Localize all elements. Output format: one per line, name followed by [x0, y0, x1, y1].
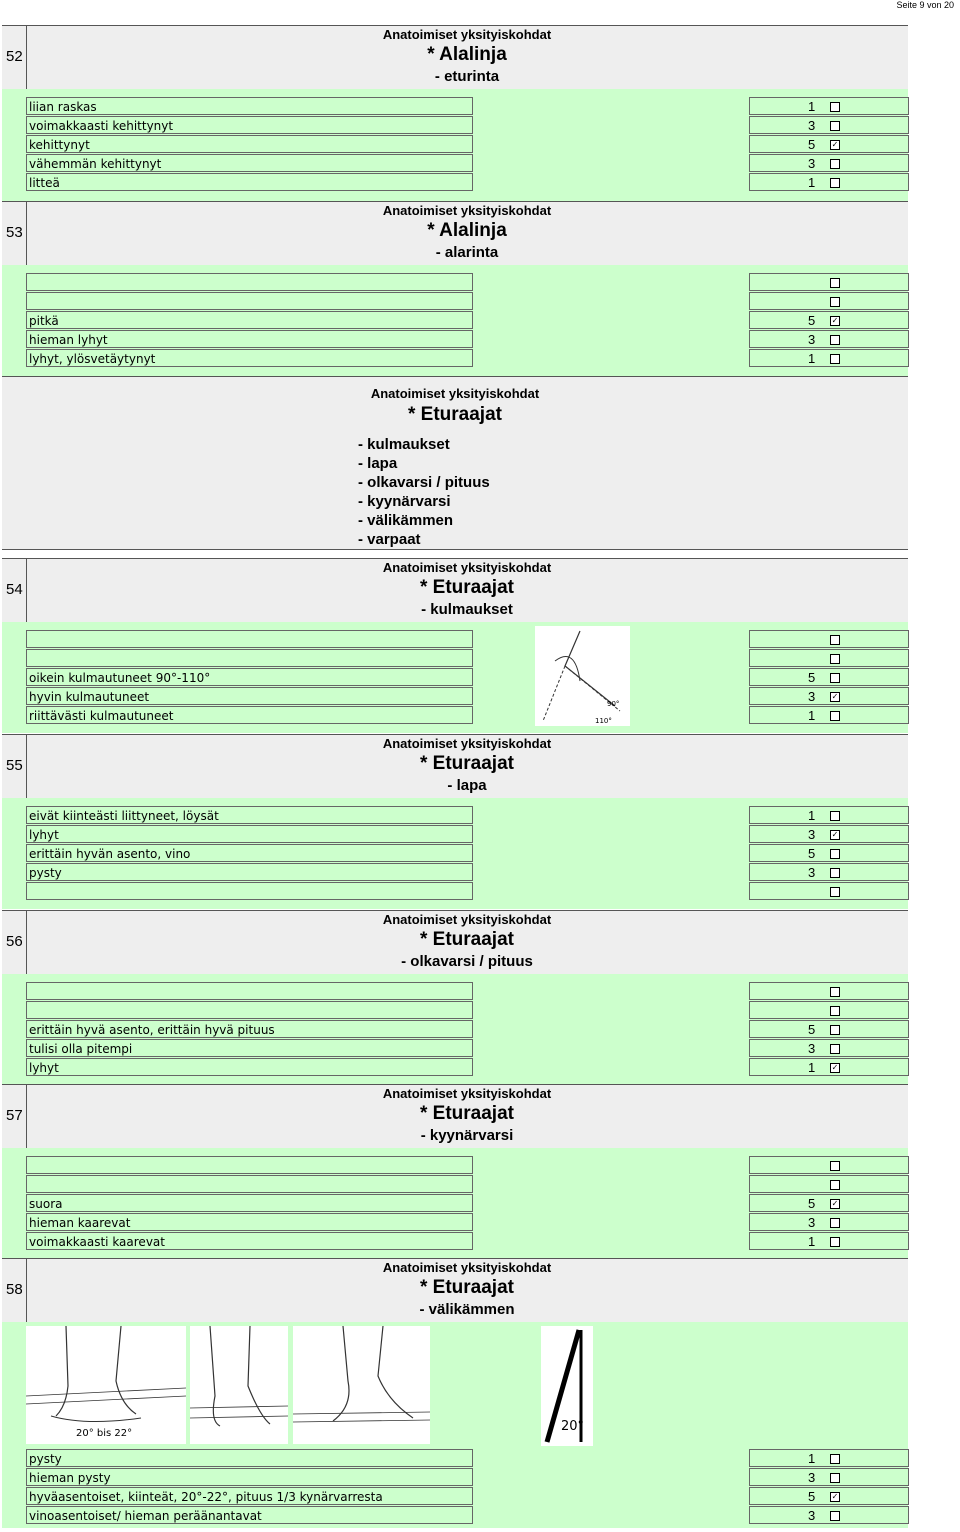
section-label: Anatoimiset yksityiskohdat [382, 1086, 552, 1101]
section-subtitle: - eturinta [434, 68, 500, 85]
option-row [26, 649, 909, 668]
option-score: 5 [808, 670, 816, 685]
option-checkbox[interactable] [830, 102, 840, 112]
option-checkbox[interactable] [830, 811, 840, 821]
option-checkbox[interactable] [830, 1454, 840, 1464]
option-checkbox[interactable] [830, 159, 840, 169]
section-subtitle: - kyynärvarsi [420, 1127, 514, 1144]
option-row [26, 135, 909, 154]
option-label: liian raskas [26, 97, 473, 115]
section-number: 57 [6, 1107, 23, 1124]
pastern-sketch-slight [190, 1326, 288, 1444]
option-row [26, 882, 909, 901]
option-row [26, 1039, 909, 1058]
section-number: 52 [6, 48, 23, 65]
section-subtitle: - kulmaukset [421, 601, 513, 618]
option-checkbox[interactable]: ✓ [831, 1063, 839, 1072]
option-checkbox[interactable]: ✓ [831, 1199, 839, 1208]
option-label: voimakkaasti kaarevat [26, 1232, 473, 1250]
page-number: Seite 9 von 20 [896, 0, 954, 10]
option-label: suora [26, 1194, 473, 1212]
option-checkbox[interactable]: ✓ [831, 1492, 839, 1501]
intro-title: * Eturaajat [408, 404, 502, 425]
intro-item: - kyynärvarsi [358, 493, 451, 510]
option-label: pitkä [26, 311, 473, 329]
section-number: 58 [6, 1281, 23, 1298]
option-checkbox[interactable]: ✓ [831, 140, 839, 149]
option-label: erittäin hyvän asento, vino [26, 844, 473, 862]
section-58-options [2, 1322, 908, 1528]
option-label [26, 273, 473, 291]
option-checkbox[interactable] [830, 1237, 840, 1247]
section-52-header [2, 25, 908, 90]
option-checkbox[interactable] [830, 178, 840, 188]
option-score: 5 [808, 1022, 816, 1037]
section-title: * Eturaajat [420, 1277, 514, 1298]
option-row [26, 1487, 909, 1506]
section-57-header [2, 1084, 908, 1149]
option-row [26, 1506, 909, 1525]
section-label: Anatoimiset yksityiskohdat [382, 560, 552, 575]
pastern-caption: 20° bis 22° [76, 1428, 133, 1439]
option-label: oikein kulmautuneet 90°-110° [26, 668, 473, 686]
option-label: voimakkaasti kehittynyt [26, 116, 473, 134]
section-title: * Alalinja [427, 44, 507, 65]
option-label: riittävästi kulmautuneet [26, 706, 473, 724]
option-checkbox[interactable] [830, 335, 840, 345]
option-score: 3 [808, 1508, 816, 1523]
option-label: lyhyt [26, 825, 473, 843]
intro-item: - olkavarsi / pituus [358, 474, 490, 491]
option-score: 1 [808, 99, 816, 114]
section-number: 53 [6, 224, 23, 241]
section-54-header [2, 558, 908, 623]
option-label: hyväasentoiset, kiinteät, 20°-22°, pituus 1/3 kynärvarresta [26, 1487, 473, 1505]
option-checkbox[interactable] [830, 654, 840, 664]
angulation-figure [535, 626, 630, 726]
section-56-options [2, 974, 908, 1084]
section-56-header [2, 910, 908, 975]
option-checkbox[interactable] [830, 278, 840, 288]
option-checkbox[interactable] [830, 849, 840, 859]
pastern-sketch-upright [26, 1326, 186, 1444]
intro-block [2, 376, 908, 550]
option-checkbox[interactable]: ✓ [831, 316, 839, 325]
option-checkbox[interactable] [830, 711, 840, 721]
option-checkbox[interactable]: ✓ [831, 830, 839, 839]
option-checkbox[interactable] [830, 1161, 840, 1171]
section-label: Anatoimiset yksityiskohdat [382, 736, 552, 751]
section-title: * Eturaajat [420, 577, 514, 598]
option-score: 5 [808, 1489, 816, 1504]
option-checkbox[interactable] [830, 635, 840, 645]
option-row [26, 982, 909, 1001]
option-score: 3 [808, 689, 816, 704]
section-subtitle: - olkavarsi / pituus [401, 953, 533, 970]
option-label: kehittynyt [26, 135, 473, 153]
option-checkbox[interactable] [830, 1218, 840, 1228]
section-title: * Eturaajat [420, 929, 514, 950]
option-label: hieman pysty [26, 1468, 473, 1486]
option-row [26, 1194, 909, 1213]
option-checkbox[interactable] [830, 297, 840, 307]
option-label [26, 982, 473, 1000]
option-row [26, 706, 909, 725]
option-checkbox[interactable] [830, 1180, 840, 1190]
option-label [26, 1156, 473, 1174]
option-row [26, 173, 909, 192]
section-label: Anatoimiset yksityiskohdat [382, 203, 552, 218]
option-row [26, 292, 909, 311]
option-label [26, 292, 473, 310]
section-subtitle: - alarinta [435, 244, 499, 261]
option-row [26, 1001, 909, 1020]
option-row [26, 687, 909, 706]
option-row [26, 1156, 909, 1175]
section-58-header [2, 1258, 908, 1323]
section-54-options [2, 622, 908, 733]
option-label [26, 649, 473, 667]
pastern-angle-label: 20° [561, 1419, 585, 1434]
option-row [26, 311, 909, 330]
option-row [26, 825, 909, 844]
pastern-sketch-weak [293, 1326, 430, 1444]
angle-90-label: 90° [607, 700, 620, 708]
option-score: 3 [808, 1215, 816, 1230]
intro-item: - välikämmen [358, 512, 454, 529]
option-label [26, 882, 473, 900]
option-row [26, 1468, 909, 1487]
option-checkbox[interactable] [830, 1511, 840, 1521]
section-number: 54 [6, 581, 23, 598]
section-subtitle: - välikämmen [419, 1301, 515, 1318]
option-row [26, 630, 909, 649]
option-label: erittäin hyvä asento, erittäin hyvä pituus [26, 1020, 473, 1038]
option-score: 3 [808, 1470, 816, 1485]
section-label: Anatoimiset yksityiskohdat [382, 1260, 552, 1275]
section-53-header [2, 201, 908, 266]
option-checkbox[interactable] [830, 354, 840, 364]
option-label: vinoasentoiset/ hieman peräänantavat [26, 1506, 473, 1524]
option-label: pysty [26, 1449, 473, 1467]
section-52-options [2, 89, 908, 201]
option-checkbox[interactable] [830, 1473, 840, 1483]
option-checkbox[interactable] [830, 673, 840, 683]
option-label: litteä [26, 173, 473, 191]
intro-item: - kulmaukset [358, 436, 450, 453]
option-label: eivät kiinteästi liittyneet, löysät [26, 806, 473, 824]
option-label: hieman kaarevat [26, 1213, 473, 1231]
option-score: 3 [808, 1041, 816, 1056]
option-checkbox[interactable] [830, 887, 840, 897]
option-row [26, 1020, 909, 1039]
section-label: Anatoimiset yksityiskohdat [382, 27, 552, 42]
section-53-options [2, 265, 908, 376]
option-score: 3 [808, 827, 816, 842]
option-score: 5 [808, 137, 816, 152]
section-subtitle: - lapa [447, 777, 487, 794]
option-row [26, 1175, 909, 1194]
option-checkbox[interactable] [830, 121, 840, 131]
option-label [26, 1175, 473, 1193]
option-row [26, 1232, 909, 1251]
option-label: lyhyt, ylösvetäytynyt [26, 349, 473, 367]
option-score: 5 [808, 313, 816, 328]
option-score: 1 [808, 708, 816, 723]
option-row [26, 154, 909, 173]
option-row [26, 330, 909, 349]
option-label: lyhyt [26, 1058, 473, 1076]
option-row [26, 349, 909, 368]
intro-label: Anatoimiset yksityiskohdat [370, 386, 540, 401]
option-checkbox[interactable] [830, 987, 840, 997]
option-score: 3 [808, 118, 816, 133]
option-row [26, 273, 909, 292]
option-label: hyvin kulmautuneet [26, 687, 473, 705]
pastern-angle-diagram [541, 1326, 593, 1446]
option-score: 5 [808, 1196, 816, 1211]
option-row [26, 97, 909, 116]
section-57-options [2, 1148, 908, 1258]
option-score: 5 [808, 846, 816, 861]
option-label [26, 1001, 473, 1019]
option-score: 1 [808, 175, 816, 190]
option-row [26, 1449, 909, 1468]
option-checkbox[interactable] [830, 1025, 840, 1035]
intro-item: - varpaat [358, 531, 421, 548]
option-label: vähemmän kehittynyt [26, 154, 473, 172]
option-checkbox[interactable] [830, 1044, 840, 1054]
section-number: 56 [6, 933, 23, 950]
section-label: Anatoimiset yksityiskohdat [382, 912, 552, 927]
option-score: 3 [808, 865, 816, 880]
option-label: hieman lyhyt [26, 330, 473, 348]
option-row [26, 116, 909, 135]
option-row [26, 1058, 909, 1077]
option-row [26, 1213, 909, 1232]
option-label: tulisi olla pitempi [26, 1039, 473, 1057]
option-checkbox[interactable] [830, 1006, 840, 1016]
option-row [26, 863, 909, 882]
option-label: pysty [26, 863, 473, 881]
section-55-options [2, 798, 908, 909]
option-checkbox[interactable] [830, 868, 840, 878]
section-title: * Eturaajat [420, 1103, 514, 1124]
option-row [26, 806, 909, 825]
option-score: 3 [808, 332, 816, 347]
section-title: * Eturaajat [420, 753, 514, 774]
intro-item: - lapa [358, 455, 398, 472]
option-score: 3 [808, 156, 816, 171]
option-row [26, 668, 909, 687]
option-score: 1 [808, 1060, 816, 1075]
angle-110-label: 110° [595, 717, 612, 725]
section-title: * Alalinja [427, 220, 507, 241]
option-label [26, 630, 473, 648]
option-score: 1 [808, 808, 816, 823]
section-55-header [2, 734, 908, 799]
section-number: 55 [6, 757, 23, 774]
option-score: 1 [808, 351, 816, 366]
option-score: 1 [808, 1451, 816, 1466]
option-score: 1 [808, 1234, 816, 1249]
option-checkbox[interactable]: ✓ [831, 692, 839, 701]
option-row [26, 844, 909, 863]
